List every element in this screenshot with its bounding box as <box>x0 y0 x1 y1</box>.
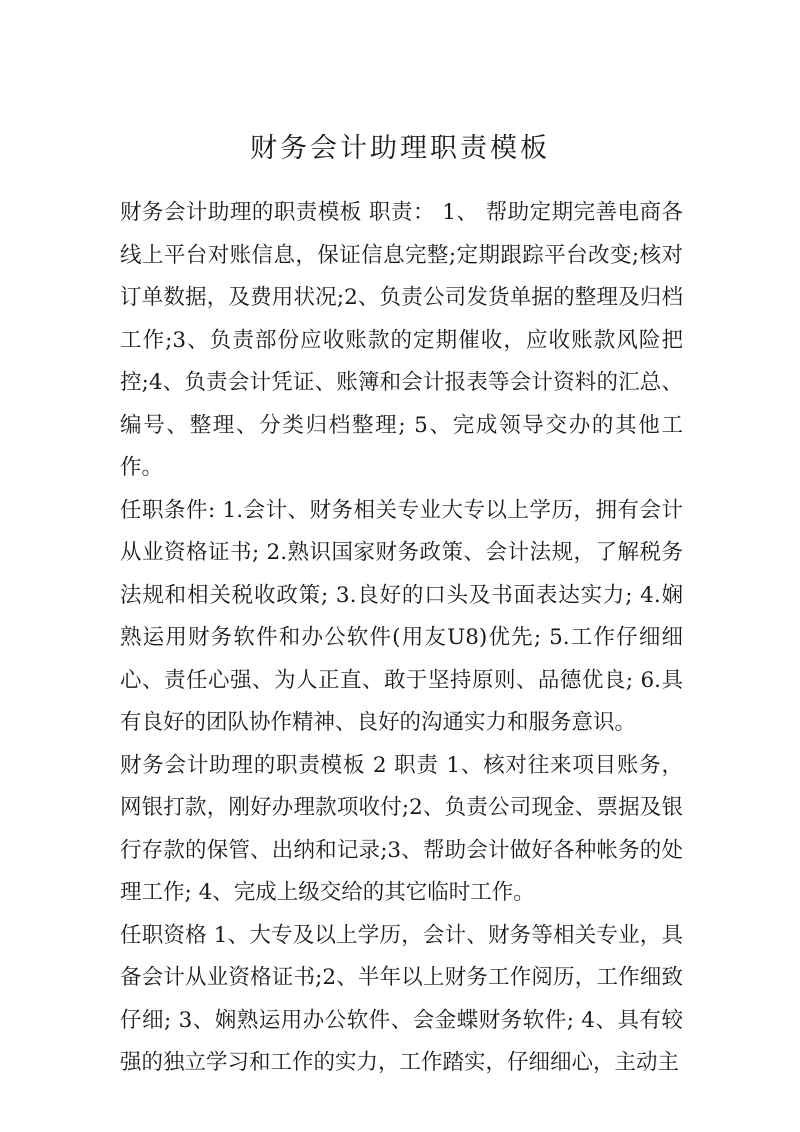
paragraph-requirements-2: 任职资格 1、大专及以上学历，会计、财务等相关专业，具备会计从业资格证书;2、半年以上财务工作阅历，工作细致仔细; 3、娴熟运用办公软件、会金蝶财务软件; 4、具有较强的独立学习和工作的实力，工作踏实，仔细细心，主动主 <box>120 922 683 1075</box>
paragraph-duties-1: 财务会计助理的职责模板 职责： 1、 帮助定期完善电商各线上平台对账信息，保证信息完整;定期跟踪平台改变;核对订单数据，及费用状况;2、负责公司发货单据的整理及归档工作;3、负责部份应收账款的定期催收，应收账款风险把控;4、负责会计凭证、账簿和会计报表等会计资料的汇总、编号、整理、分类归档整理; 5、完成领导交办的其他工作。 <box>120 200 683 480</box>
paragraph-requirements-1: 任职条件: 1.会计、财务相关专业大专以上学历，拥有会计从业资格证书; 2.熟识国家财务政策、会计法规，了解税务法规和相关税收政策; 3.良好的口头及书面表达实力; 4.娴熟运用财务软件和办公软件(用友U8)优先; 5.工作仔细细心、责任心强、为人正直、敢于坚持原则、品德优良; 6.具有良好的团队协作精神、良好的沟通实力和服务意识。 <box>120 497 683 735</box>
paragraph-duties-2: 财务会计助理的职责模板 2 职责 1、核对往来项目账务，网银打款，刚好办理款项收付;2、负责公司现金、票据及银行存款的保管、出纳和记录;3、帮助会计做好各种帐务的处理工作; 4、完成上级交给的其它临时工作。 <box>120 752 683 905</box>
document-body <box>120 192 683 1085</box>
document-title: 财务会计助理职责模板 <box>250 133 550 164</box>
